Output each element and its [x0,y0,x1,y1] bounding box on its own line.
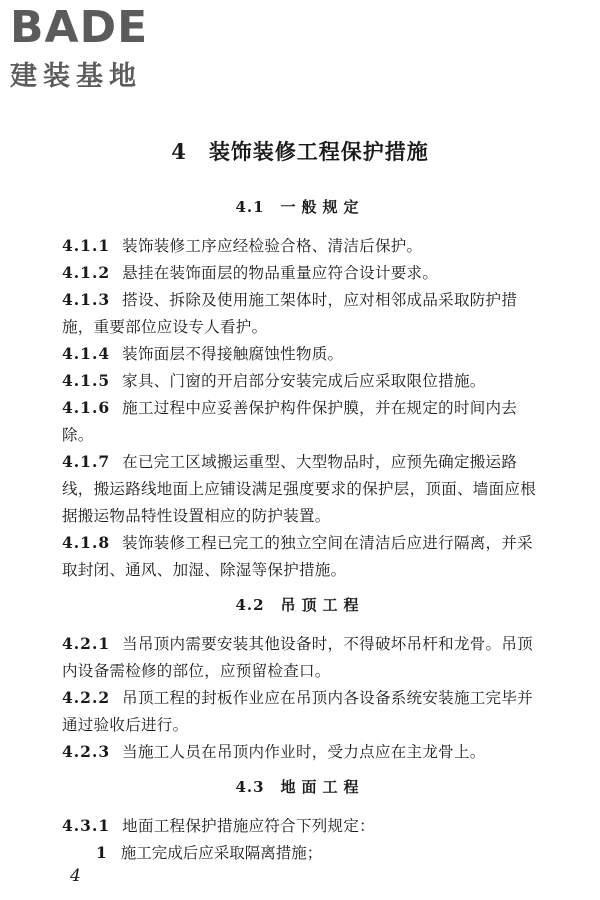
section-heading-4-2 [0,594,600,616]
clause-4-2-3 [62,738,544,766]
clause-text: 地面工程保护措施应符合下列规定： [122,817,375,835]
clause-text: 装饰面层不得接触腐蚀性物质。 [122,345,344,363]
clause-text: 当吊顶内需要安装其他设备时，不得破坏吊杆和龙骨。吊顶内设备需检修的部位，应预留检查口。 [62,635,533,680]
clause-4-2-1 [62,630,544,685]
section-heading-4-3 [0,776,600,798]
clause-text: 装饰装修工序应经检验合格、清洁后保护。 [122,237,423,255]
clause-4-1-2 [62,259,544,287]
clause-number: 4.1.7 [62,452,111,471]
clause-number: 4.1.8 [62,533,111,552]
clause-text: 悬挂在装饰面层的物品重量应符合设计要求。 [122,264,439,282]
clause-text: 当施工人员在吊顶内作业时，受力点应在主龙骨上。 [122,743,486,761]
clause-number: 4.1.4 [62,344,111,363]
clause-number: 4.2.3 [62,742,111,761]
clause-text: 装饰装修工程已完工的独立空间在清洁后应进行隔离，并采取封闭、通风、加湿、除湿等保护措施。 [62,534,533,579]
clause-text: 家具、门窗的开启部分安装完成后应采取限位措施。 [122,372,486,390]
page-number: 4 [70,866,81,886]
clause-4-1-7 [62,448,544,530]
section-heading-4-1 [0,196,600,218]
clause-text: 搭设、拆除及使用施工架体时，应对相邻成品采取防护措施，重要部位应设专人看护。 [62,291,518,336]
item-text: 施工完成后应采取隔离措施； [120,844,323,862]
clause-4-1-4 [62,340,544,368]
clause-4-1-6 [62,394,544,449]
clause-number: 4.1.1 [62,236,111,255]
clause-text: 在已完工区域搬运重型、大型物品时，应预先确定搬运路线，搬运路线地面上应铺设满足强度要求的保护层，顶面、墙面应根据搬运物品特性设置相应的防护装置。 [62,453,537,525]
section-number: 4.1 [235,198,265,216]
clause-number: 4.3.1 [62,816,111,835]
clause-4-3-1 [62,812,544,840]
bade-logo [10,2,180,96]
clause-number: 4.1.6 [62,398,111,417]
clause-4-1-1 [62,232,544,260]
section-title: 吊顶工程 [280,596,365,614]
section-number: 4.2 [235,596,265,614]
list-item-1 [96,839,544,867]
item-number: 1 [96,843,107,862]
chapter-title: 装饰装修工程保护措施 [208,139,429,164]
clause-number: 4.1.5 [62,371,111,390]
logo-wordmark: BADE [10,2,149,53]
chapter-number: 4 [171,139,187,164]
clause-number: 4.2.2 [62,688,111,707]
clause-4-1-5 [62,367,544,395]
clause-4-1-8 [62,529,544,584]
clause-4-1-3 [62,286,544,341]
section-number: 4.3 [235,778,265,796]
clause-4-2-2 [62,684,544,739]
clause-text: 施工过程中应妥善保护构件保护膜，并在规定的时间内去除。 [62,399,518,444]
clause-number: 4.2.1 [62,634,111,653]
section-title: 一般规定 [280,198,365,216]
clause-text: 吊顶工程的封板作业应在吊顶内各设备系统安装施工完毕并通过验收后进行。 [62,689,533,734]
logo-chinese-text: 建装基地 [10,61,142,92]
chapter-heading [0,138,600,166]
clause-number: 4.1.2 [62,263,111,282]
clause-number: 4.1.3 [62,290,111,309]
section-title: 地面工程 [280,778,365,796]
